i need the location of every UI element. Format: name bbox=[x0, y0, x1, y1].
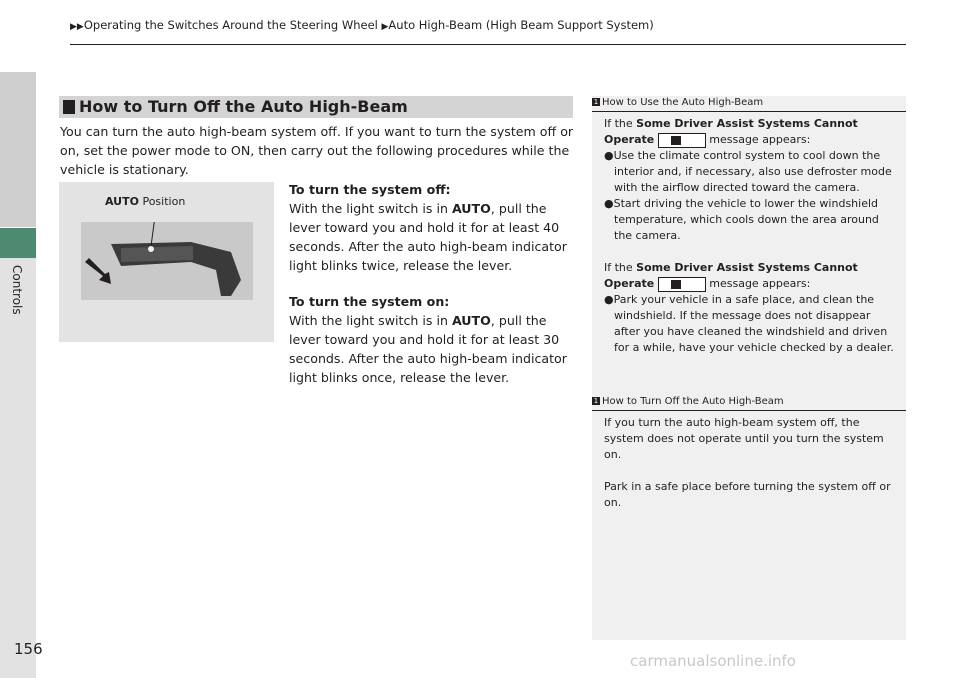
turn-off-text: With the light switch is in AUTO, pull the lever toward you and hold it for at least 40 seconds. After the auto high-beam indicator light blinks twice, release the lever. bbox=[289, 201, 567, 273]
camera-dirty-icon bbox=[658, 277, 706, 292]
side-tab bbox=[0, 0, 36, 678]
lever-illustration bbox=[81, 222, 253, 300]
lever-figure bbox=[59, 182, 274, 342]
breadcrumb-current: Auto High-Beam (High Beam Support System) bbox=[388, 18, 654, 32]
side-tab-label[interactable]: Controls bbox=[10, 265, 24, 315]
note-heading-use[interactable]: 1 How to Use the Auto High-Beam bbox=[592, 97, 906, 108]
section-title: How to Turn Off the Auto High-Beam bbox=[79, 97, 408, 116]
breadcrumb-link-switches[interactable]: Operating the Switches Around the Steering Wheel bbox=[83, 18, 378, 32]
breadcrumb bbox=[70, 18, 654, 32]
camera-temperature-icon bbox=[658, 133, 706, 148]
section-header bbox=[59, 96, 573, 118]
turn-on-text: With the light switch is in AUTO, pull the lever toward you and hold it for at least 30 seconds. After the auto high-beam indicator light blinks once, release the lever. bbox=[289, 313, 567, 385]
section-square-icon bbox=[63, 100, 75, 114]
side-tab-block bbox=[0, 72, 36, 227]
note-body-turn-off: If you turn the auto high-beam system off, the system does not operate until you turn the system on. Park in a safe place before turning the system off or on. bbox=[604, 416, 891, 509]
watermark: carmanualsonline.info bbox=[630, 652, 796, 670]
procedure-steps bbox=[289, 180, 579, 387]
breadcrumb-arrow-icon: ▶▶ bbox=[70, 22, 84, 32]
intro-paragraph: You can turn the auto high-beam system off. If you want to turn the system off or on, set the power mode to ON, then carry out the following procedures while the vehicle is stationary. bbox=[60, 124, 574, 177]
breadcrumb-arrow-icon: ▶ bbox=[381, 22, 389, 32]
side-tab-active-marker bbox=[0, 228, 36, 258]
turn-on-heading: To turn the system on: bbox=[289, 294, 450, 309]
note-ref-icon: 1 bbox=[593, 397, 599, 405]
page-number: 156 bbox=[14, 640, 43, 658]
header-divider bbox=[70, 44, 906, 45]
note-body-use: If the Some Driver Assist Systems Cannot Operate message appears: ●Use the climate control system to cool down the interior and, if necessary, also use defroster mode with the airflow directed toward the camera. ●Start driving the vehicle to lower the windshield temperature, which cools down the area around the camera. If the Some Driver Assist Systems Cannot Operate message appears: ●Park your vehicle in a safe place, and clean the windshield. If the message does not disappear after you have cleaned the windshield and driven for a while, have your vehicle checked by a dealer. bbox=[604, 117, 894, 354]
note-ref-icon: 1 bbox=[593, 98, 599, 106]
turn-off-heading: To turn the system off: bbox=[289, 182, 451, 197]
note-heading-turn-off[interactable]: 1 How to Turn Off the Auto High-Beam bbox=[592, 396, 906, 407]
figure-caption: AUTO Position bbox=[105, 195, 186, 208]
